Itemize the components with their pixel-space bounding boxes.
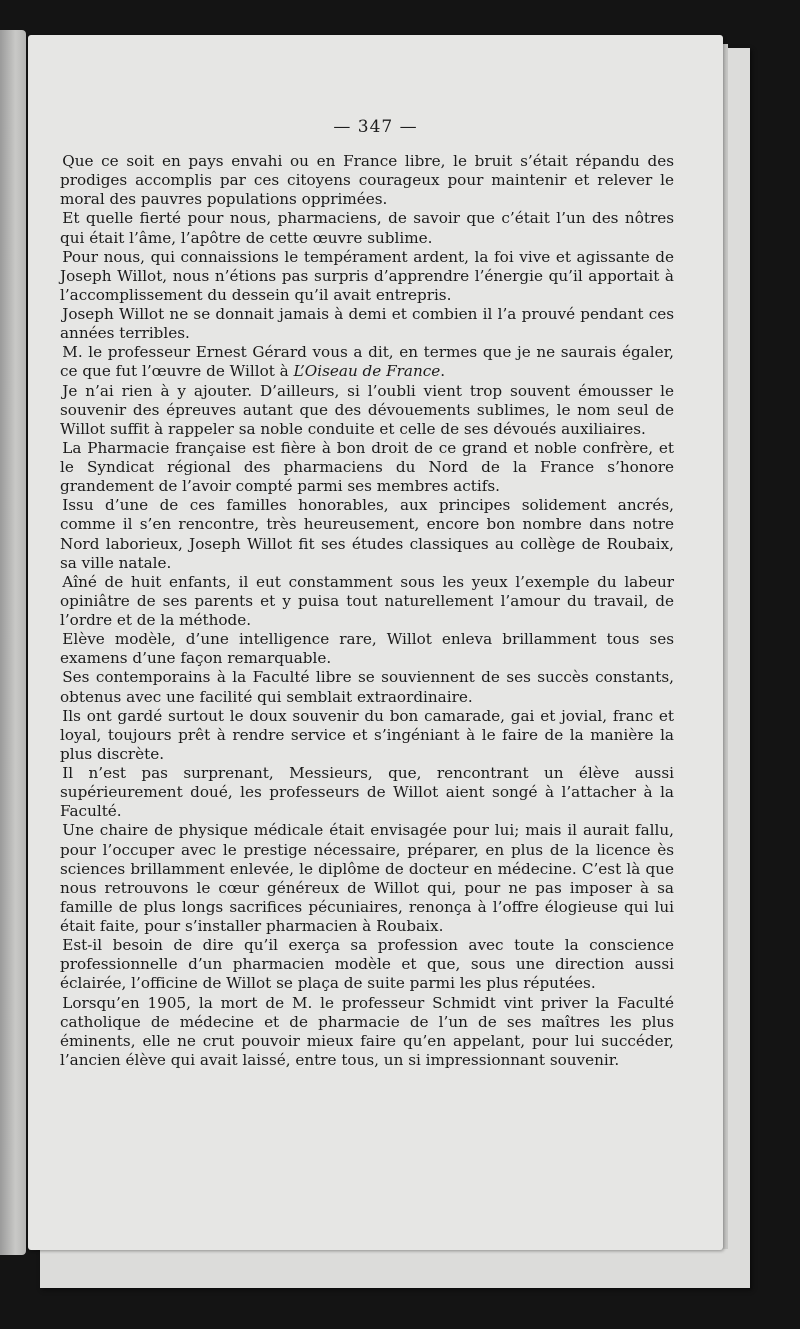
paragraph: Que ce soit en pays envahi ou en France libre, le bruit s’était répandu des prodiges accomplis par ces citoyens courageux pour maintenir et relever le moral des pauvres populations opprimées. xyxy=(60,152,674,209)
left-page-edge xyxy=(0,30,26,1255)
paragraph: Ils ont gardé surtout le doux souvenir du bon camarade, gai et jovial, franc et loyal, toujours prêt à rendre service et s’ingéniant à le faire de la manière la plus discrète. xyxy=(60,706,674,763)
paragraph: Une chaire de physique médicale était envisagée pour lui; mais il aurait fallu, pour l’occuper avec le prestige nécessaire, préparer, en plus de la licence ès sciences brillamment enlevée, le diplôme de docteur en médecine. C’est là que nous retrouvons le cœur généreux de Willot qui, pour ne pas imposer à sa famille de plus longs sacrifices pécuniaires, renonça à l’offre élogieuse qui lui était faite, pour s’installer pharmacien à Roubaix. xyxy=(60,821,674,935)
paragraph: Elève modèle, d’une intelligence rare, Willot enleva brillamment tous ses examens d’une façon remarquable. xyxy=(60,630,674,668)
paragraph: Est-il besoin de dire qu’il exerça sa profession avec toute la conscience professionnelle d’un pharmacien modèle et que, sous une direction aussi éclairée, l’officine de Willot se plaça de suite parmi les plus réputées. xyxy=(60,936,674,993)
paragraph: Pour nous, qui connaissions le tempérament ardent, la foi vive et agissante de Joseph Willot, nous n’étions pas surpris d’apprendre l’énergie qu’il apportait à l’accomplissement du dessein qu’il avait entrepris. xyxy=(60,247,674,304)
paragraph-text: M. le professeur Ernest Gérard vous a dit, en termes que je ne saurais égaler, ce que fut l’œuvre de Willot à xyxy=(60,343,674,381)
paragraph: Et quelle fierté pour nous, pharmaciens, de savoir que c’était l’un des nôtres qui était l’âme, l’apôtre de cette œuvre sublime. xyxy=(60,209,674,247)
paragraph: Je n’ai rien à y ajouter. D’ailleurs, si l’oubli vient trop souvent émousser le souvenir des épreuves autant que des dévouements sublimes, le nom seul de Willot suffit à rappeler sa noble conduite et celle de ses dévoués auxiliaires. xyxy=(60,381,674,438)
book-page xyxy=(28,35,723,1250)
paragraph: Il n’est pas surprenant, Messieurs, que, rencontrant un élève aussi supérieurement doué, les professeurs de Willot aient songé à l’attacher à la Faculté. xyxy=(60,764,674,821)
body-text xyxy=(60,152,674,1070)
paragraph: Issu d’une de ces familles honorables, aux principes solidement ancrés, comme il s’en rencontre, très heureusement, encore bon nombre dans notre Nord laborieux, Joseph Willot fit ses études classiques au collège de Roubaix, sa ville natale. xyxy=(60,496,674,572)
paragraph-gerard xyxy=(60,343,674,381)
page-number: — 347 — xyxy=(333,117,418,137)
book-title: L’Oiseau de France xyxy=(293,362,441,381)
paragraph: Joseph Willot ne se donnait jamais à demi et combien il l’a prouvé pendant ces années terribles. xyxy=(60,305,674,343)
paragraph: La Pharmacie française est fière à bon droit de ce grand et noble confrère, et le Syndicat régional des pharmaciens du Nord de la France s’honore grandement de l’avoir compté parmi ses membres actifs. xyxy=(60,438,674,496)
paragraph: Aîné de huit enfants, il eut constamment sous les yeux l’exemple du labeur opiniâtre de ses parents et y puisa tout naturellement l’amour du travail, de l’ordre et de la méthode. xyxy=(60,572,674,629)
paragraph-text: . xyxy=(440,362,446,381)
paragraph: Lorsqu’en 1905, la mort de M. le professeur Schmidt vint priver la Faculté catholique de médecine et de pharmacie de l’un de ses maîtres les plus éminents, elle ne crut pouvoir mieux faire qu’en appelant, pour lui succéder, l’ancien élève qui avait laissé, entre tous, un si impressionnant souvenir. xyxy=(60,993,674,1069)
paragraph: Ses contemporains à la Faculté libre se souviennent de ses succès constants, obtenus avec une facilité qui semblait extraordinaire. xyxy=(60,668,674,706)
